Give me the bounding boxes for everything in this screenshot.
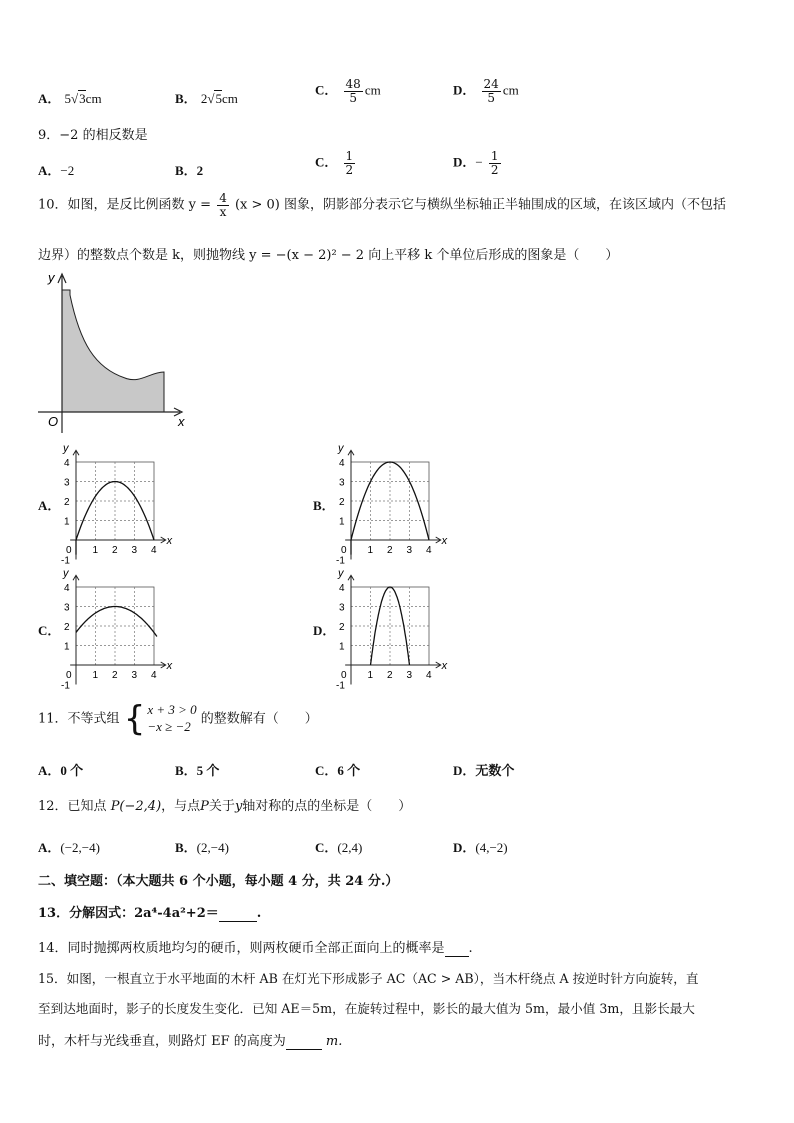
x-tick-label: 4 xyxy=(426,545,432,556)
q10-frac-den: x xyxy=(219,204,227,219)
q9-a-label: A． xyxy=(38,163,61,178)
x-axis-label: x xyxy=(178,414,185,429)
q10-frac-num: 4 xyxy=(219,191,227,205)
q8-b-coef: 2 xyxy=(200,91,208,106)
q12-point: P(−2,4) xyxy=(110,799,162,814)
y-tick-label: 4 xyxy=(64,458,70,469)
q8-option-b-value xyxy=(201,90,238,106)
q12-b-value: (2,−4) xyxy=(196,840,229,855)
q15-answer-blank[interactable] xyxy=(286,1034,322,1050)
x-tick-label: 2 xyxy=(112,670,118,681)
q8-d-den: 5 xyxy=(487,90,495,105)
q14 xyxy=(38,937,473,957)
x-tick-label: 0 xyxy=(341,545,347,556)
x-tick-label: 2 xyxy=(387,545,393,556)
x-tick-label: 1 xyxy=(92,670,99,681)
y-tick-label: 1 xyxy=(339,641,345,653)
y-axis-label: y xyxy=(63,567,69,580)
q10-option-b-label[interactable]: B． xyxy=(313,498,335,513)
q15-line1: 15．如图，一根直立于水平地面的木杆 AB 在灯光下形成影子 AC（AC > AB），当木杆绕点 A 按逆时针方向旋转，直 xyxy=(38,971,699,986)
q8-b-radicand: 5 xyxy=(215,91,222,106)
q12-p: P xyxy=(200,799,209,814)
q14-tail: . xyxy=(468,941,473,956)
q12-a-value: (−2,−4) xyxy=(60,840,100,855)
q9-d-num: 1 xyxy=(490,149,499,163)
q12-option-b[interactable] xyxy=(175,837,229,856)
y-tick-label: -1 xyxy=(61,680,70,690)
q9-option-b[interactable] xyxy=(175,160,203,179)
q9-d-sign: − xyxy=(475,154,483,170)
q15-line3 xyxy=(38,1030,342,1050)
q8-a-coef: 5 xyxy=(64,91,72,106)
q12-stem-a: 12．已知点 xyxy=(38,799,107,814)
q9-c-num: 1 xyxy=(345,149,354,163)
x-tick-label: 2 xyxy=(387,670,393,681)
q8-option-b[interactable] xyxy=(175,88,238,107)
q11-option-d[interactable] xyxy=(453,760,514,779)
origin-label: O xyxy=(48,414,59,429)
x-tick-label: 4 xyxy=(426,670,432,681)
q12-stem xyxy=(38,795,411,814)
x-tick-label: 0 xyxy=(341,670,347,681)
q8-option-a-value xyxy=(65,90,102,106)
q10-stem-b: (x > 0) 图象，阴影部分表示它与横纵坐标轴正半轴围成的区域，在该区域内（不包括 xyxy=(234,197,727,213)
q12-option-c[interactable] xyxy=(315,837,362,856)
q11-c-value: 6 个 xyxy=(337,763,361,778)
q15-line3-text: 时，木杆与光线垂直，则路灯 EF 的高度为 xyxy=(38,1034,286,1049)
y-tick-label: 2 xyxy=(64,497,70,508)
q11-d-label: D． xyxy=(453,763,476,778)
q8-option-b-label: B． xyxy=(175,91,197,106)
y-tick-label: -1 xyxy=(336,680,345,690)
q8-option-d[interactable] xyxy=(453,78,519,104)
q10-option-d-label[interactable]: D． xyxy=(313,623,336,638)
q8-option-c-label: C． xyxy=(315,82,338,98)
q12-stem-c: 关于 xyxy=(208,799,235,814)
y-tick-label: 1 xyxy=(339,516,345,528)
q13-stem: 13．分解因式：2a⁴-4a²+2＝ xyxy=(38,906,219,921)
q10-option-c-graph[interactable] xyxy=(58,560,183,690)
q8-b-unit: cm xyxy=(221,91,238,106)
y-tick-label: 4 xyxy=(339,458,345,469)
q11-brace: { xyxy=(123,699,146,739)
q10-option-c-label[interactable]: C． xyxy=(38,623,61,638)
q11-a-label: A． xyxy=(38,763,61,778)
parabola-curve xyxy=(371,587,410,665)
q9-b-value: 2 xyxy=(196,163,204,178)
y-axis-label: y xyxy=(48,270,55,285)
q10-stem-a: 10．如图，是反比例函数 y = xyxy=(38,197,212,213)
q11-c-label: C． xyxy=(315,763,338,778)
q12-d-value: (4,−2) xyxy=(475,840,508,855)
q10-main-figure xyxy=(30,268,195,438)
q8-c-den: 5 xyxy=(349,90,357,105)
y-axis-label: y xyxy=(338,567,344,580)
q11-option-b[interactable] xyxy=(175,760,219,779)
q8-a-sqrt: √ xyxy=(71,91,79,106)
q8-d-num: 24 xyxy=(483,77,499,91)
q9-b-label: B． xyxy=(175,163,197,178)
q11-row1: x + 3 > 0 xyxy=(147,702,197,718)
q9-option-a[interactable] xyxy=(38,160,74,179)
q11-stem-b: 的整数解有（ ） xyxy=(200,711,318,727)
q8-option-d-label: D． xyxy=(453,82,476,98)
q14-stem: 14．同时抛掷两枚质地均匀的硬币，则两枚硬币全部正面向上的概率是 xyxy=(38,941,445,956)
x-tick-label: 0 xyxy=(66,670,72,681)
x-tick-label: 2 xyxy=(112,545,118,556)
x-tick-label: 3 xyxy=(131,670,138,681)
grid-frame xyxy=(76,462,154,540)
x-tick-label: 1 xyxy=(367,545,374,556)
q9-a-value: −2 xyxy=(60,163,75,178)
y-tick-label: 3 xyxy=(339,477,345,489)
q12-b-label: B． xyxy=(175,840,197,855)
q11-d-value: 无数个 xyxy=(475,763,515,778)
y-tick-label: 2 xyxy=(64,622,70,633)
q12-option-a[interactable] xyxy=(38,837,100,856)
q9-c-den: 2 xyxy=(345,162,354,177)
q11-rows xyxy=(147,702,196,736)
q12-a-label: A． xyxy=(38,840,61,855)
y-tick-label: 2 xyxy=(339,622,345,633)
q11-option-c[interactable] xyxy=(315,760,360,779)
q8-a-radicand: 3 xyxy=(79,91,86,106)
q14-answer-blank[interactable] xyxy=(445,941,469,957)
q13-answer-blank[interactable] xyxy=(219,906,257,922)
q11-row2: −x ≥ −2 xyxy=(147,719,191,734)
parabola-curve xyxy=(76,607,157,637)
q12-c-value: (2,4) xyxy=(337,840,363,855)
q10-stem-line1 xyxy=(38,192,726,218)
q11-b-label: B． xyxy=(175,763,197,778)
y-tick-label: -1 xyxy=(61,555,70,565)
q9-option-c[interactable] xyxy=(315,150,357,176)
q12-stem-b: ，与点 xyxy=(161,799,201,814)
q8-option-c[interactable] xyxy=(315,78,381,104)
shaded-region xyxy=(62,290,164,412)
q8-d-unit: cm xyxy=(502,82,519,98)
y-tick-label: 1 xyxy=(64,641,70,653)
q8-c-fraction xyxy=(344,78,363,104)
x-tick-label: 4 xyxy=(151,545,157,556)
y-tick-label: 1 xyxy=(64,516,70,528)
q15-line2: 至到达地面时，影子的长度发生变化．已知 AE＝5m，在旋转过程中，影长的最大值为 5m，最小值 3m，且影长最大 xyxy=(38,1001,695,1016)
q9-stem: 9．−2 的相反数是 xyxy=(38,128,148,143)
q11-b-value: 5 个 xyxy=(196,763,220,778)
x-tick-label: 3 xyxy=(131,545,138,556)
y-axis-label: y xyxy=(63,442,69,455)
grid-frame xyxy=(351,587,429,665)
q11-inequality-system xyxy=(123,699,197,739)
y-tick-label: 2 xyxy=(339,497,345,508)
q8-d-fraction xyxy=(482,78,501,104)
x-axis-label: x xyxy=(441,660,448,672)
q10-option-d-graph[interactable] xyxy=(333,560,458,690)
x-tick-label: 0 xyxy=(66,545,72,556)
q10-option-a-graph[interactable] xyxy=(58,435,183,565)
x-tick-label: 1 xyxy=(92,545,99,556)
x-axis-label: x xyxy=(166,535,173,547)
q8-option-a[interactable] xyxy=(38,88,102,107)
q9-d-label: D． xyxy=(453,154,476,170)
y-tick-label: 3 xyxy=(64,477,70,489)
q15-tail: m. xyxy=(321,1034,343,1049)
x-tick-label: 3 xyxy=(406,545,413,556)
q9-d-fraction xyxy=(489,150,501,176)
q9-d-den: 2 xyxy=(490,162,499,177)
q9-option-d[interactable] xyxy=(453,150,503,176)
q12-stem-d: 轴对称的点的坐标是（ ） xyxy=(242,799,412,814)
q10-option-a-label[interactable]: A． xyxy=(38,498,61,513)
y-tick-label: 4 xyxy=(339,583,345,594)
q8-option-a-label: A． xyxy=(38,91,61,106)
q13 xyxy=(38,902,261,922)
q10-option-b-graph[interactable] xyxy=(333,435,458,565)
q8-c-unit: cm xyxy=(364,82,381,98)
q11-stem xyxy=(38,699,318,739)
y-tick-label: 3 xyxy=(339,602,345,614)
x-axis-label: x xyxy=(166,660,173,672)
q11-stem-a: 11．不等式组 xyxy=(38,711,120,727)
q12-option-d[interactable] xyxy=(453,837,508,856)
y-axis-label: y xyxy=(338,442,344,455)
q12-d-label: D． xyxy=(453,840,476,855)
q11-a-value: 0 个 xyxy=(60,763,84,778)
grid-frame xyxy=(76,587,154,665)
q8-a-unit: cm xyxy=(85,91,102,106)
q8-c-num: 48 xyxy=(345,77,361,91)
section-2-heading: 二、填空题：（本大题共 6 个小题，每小题 4 分，共 24 分.） xyxy=(38,874,399,889)
q12-y: y xyxy=(234,799,243,814)
q12-c-label: C． xyxy=(315,840,338,855)
x-axis-label: x xyxy=(441,535,448,547)
q8-b-sqrt: √ xyxy=(207,91,215,106)
q9-c-label: C． xyxy=(315,154,338,170)
q10-stem-line2: 边界）的整数点个数是 k，则抛物线 y = −(x − 2)² − 2 向上平移 k 个单位后形成的图象是（ ） xyxy=(38,248,619,263)
y-tick-label: -1 xyxy=(336,555,345,565)
q13-tail: . xyxy=(256,906,262,921)
x-tick-label: 4 xyxy=(151,670,157,681)
q11-option-a[interactable] xyxy=(38,760,83,779)
x-tick-label: 1 xyxy=(367,670,374,681)
q9-c-fraction xyxy=(344,150,356,176)
x-tick-label: 3 xyxy=(406,670,413,681)
y-tick-label: 4 xyxy=(64,583,70,594)
y-tick-label: 3 xyxy=(64,602,70,614)
q10-fraction xyxy=(217,192,229,218)
